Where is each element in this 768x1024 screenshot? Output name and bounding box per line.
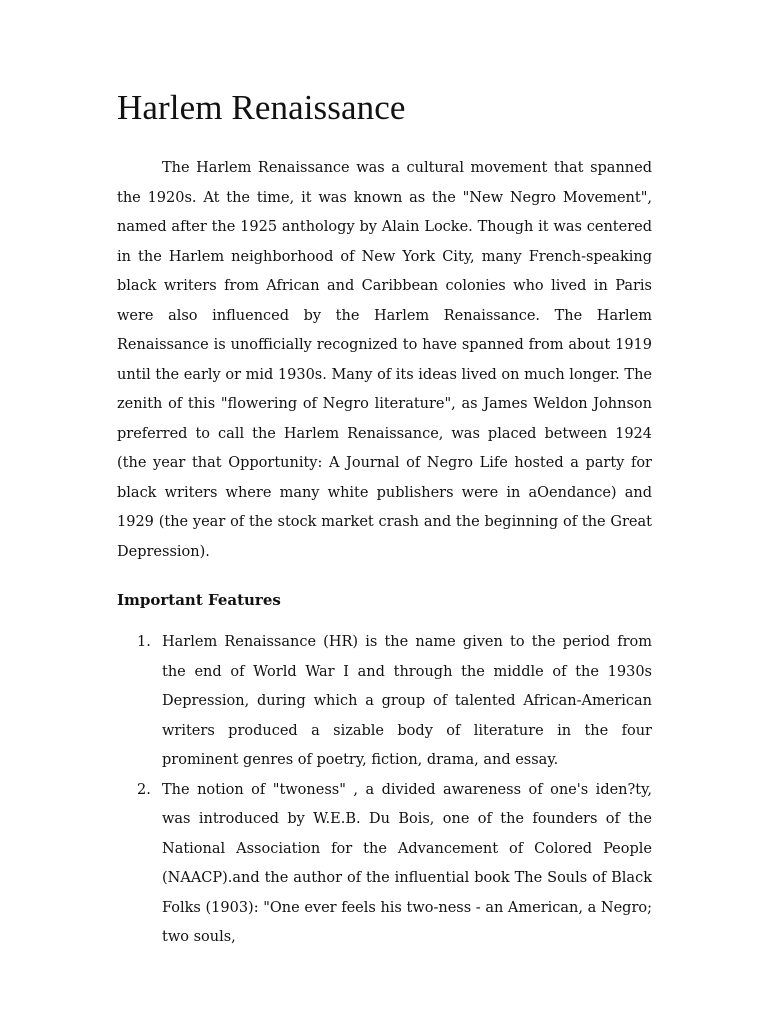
- list-item: [117, 776, 652, 953]
- document-title: Harlem Renaissance: [117, 88, 406, 127]
- document-page: [117, 88, 652, 953]
- list-item-text: Harlem Renaissance (HR) is the name given to the period from the end of World War I and through the middle of the 1930s Depression, during which a group of talented African-American writers produced a sizable body of literature in the four prominent genres of poetry, fiction, drama, and essay.: [162, 634, 652, 768]
- list-item: [117, 628, 652, 776]
- section-heading: Important Features: [117, 591, 281, 609]
- list-item-number: 2.: [137, 781, 151, 798]
- features-list: [117, 628, 652, 953]
- intro-paragraph: The Harlem Renaissance was a cultural movement that spanned the 1920s. At the time, it was known as the "New Negro Movement", named after the 1925 anthology by Alain Locke. Though it was centered in the Harlem neighborhood of New York City, many French-speaking black writers from African and Caribbean colonies who lived in Paris were also influenced by the Harlem Renaissance. The Harlem Renaissance is unofficially recognized to have spanned from about 1919 until the early or mid 1930s. Many of its ideas lived on much longer. The zenith of this "flowering of Negro literature", as James Weldon Johnson preferred to call the Harlem Renaissance, was placed between 1924 (the year that Opportunity: A Journal of Negro Life hosted a party for black writers where many white publishers were in aOendance) and 1929 (the year of the stock market crash and the beginning of the Great Depression).: [117, 160, 652, 560]
- list-item-number: 1.: [137, 634, 151, 650]
- list-item-text: The notion of "twoness" , a divided awareness of one's iden?ty, was introduced by W.E.B. Du Bois, one of the founders of the National Association for the Advancement of Colored People (NAACP).and the author of the influential book The Souls of Black Folks (1903): "One ever feels his two-ness - an American, a Negro; two souls,: [162, 781, 652, 945]
